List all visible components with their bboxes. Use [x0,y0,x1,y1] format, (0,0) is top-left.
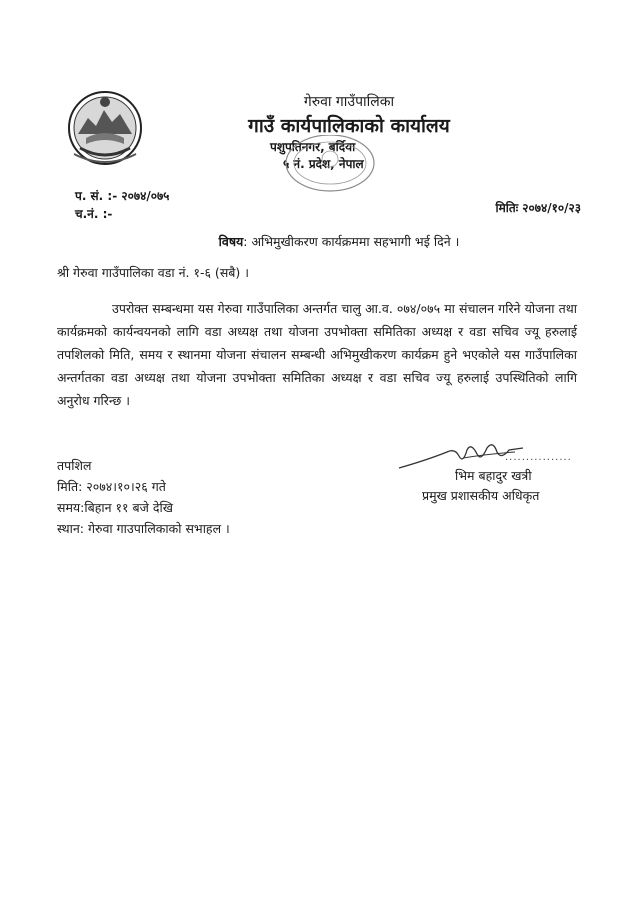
signature-dots: ................ [505,452,572,463]
details-date: मिति: २०७४।१०।२६ गते [57,479,166,494]
subject-text: : अभिमुखीकरण कार्यक्रममा सहभागी भई दिने । [243,234,460,249]
details-time: समय:बिहान ११ बजे देखि [57,500,174,515]
addressee: श्री गेरुवा गाउँपालिका वडा नं. १-६ (सबै) । [57,265,249,280]
subject-line [0,233,638,250]
office-title: गाउँ कार्यपालिकाको कार्यालय [248,115,450,137]
office-name: गेरुवा गाउँपालिका [303,94,395,110]
office-stamp [283,135,378,197]
office-address: पशुपतिनगर, बर्दिया [270,140,356,154]
patra-sankhya: प. सं. :- २०७४/०७५ [75,189,170,203]
details-heading: तपशिल [57,458,92,473]
details-place: स्थान: गेरुवा गाउपालिकाको सभाहल । [57,521,230,536]
chalani-number: च.नं. :- [75,207,113,221]
letter-date: मितिः २०७४/१०/२३ [495,201,581,215]
subject-label: विषय [218,234,244,249]
body-paragraph: उपरोक्त सम्बन्धमा यस गेरुवा गाउँपालिका अन्तर्गत चालु आ.व. ०७४/०७५ मा संचालन गरिने योजना तथा कार्यक्रमको कार्यन्वयनको लागि वडा अध्यक्ष तथा योजना उपभोक्ता समितिका अध्यक्ष र वडा सचिव ज्यू हरुलाई तपशिलको मिति, समय र स्थानमा योजना संचालन सम्बन्धी अभिमुखीकरण कार्यक्रम हुने भएकोले यस गाउँपालिका अन्तर्गतका वडा अध्यक्ष तथा योजना उपभोक्ता समितिका अध्यक्ष र वडा सचिव ज्यू हरुलाई उपस्थितिको लागि अनुरोध गरिन्छ । [57,301,577,408]
office-province: ५ नं. प्रदेश, नेपाल [283,157,364,171]
details-block [57,455,230,539]
signatory-title: प्रमुख प्रशासकीय अधिकृत [422,488,540,503]
signatory-name: भिम बहादुर खत्री [455,468,532,483]
